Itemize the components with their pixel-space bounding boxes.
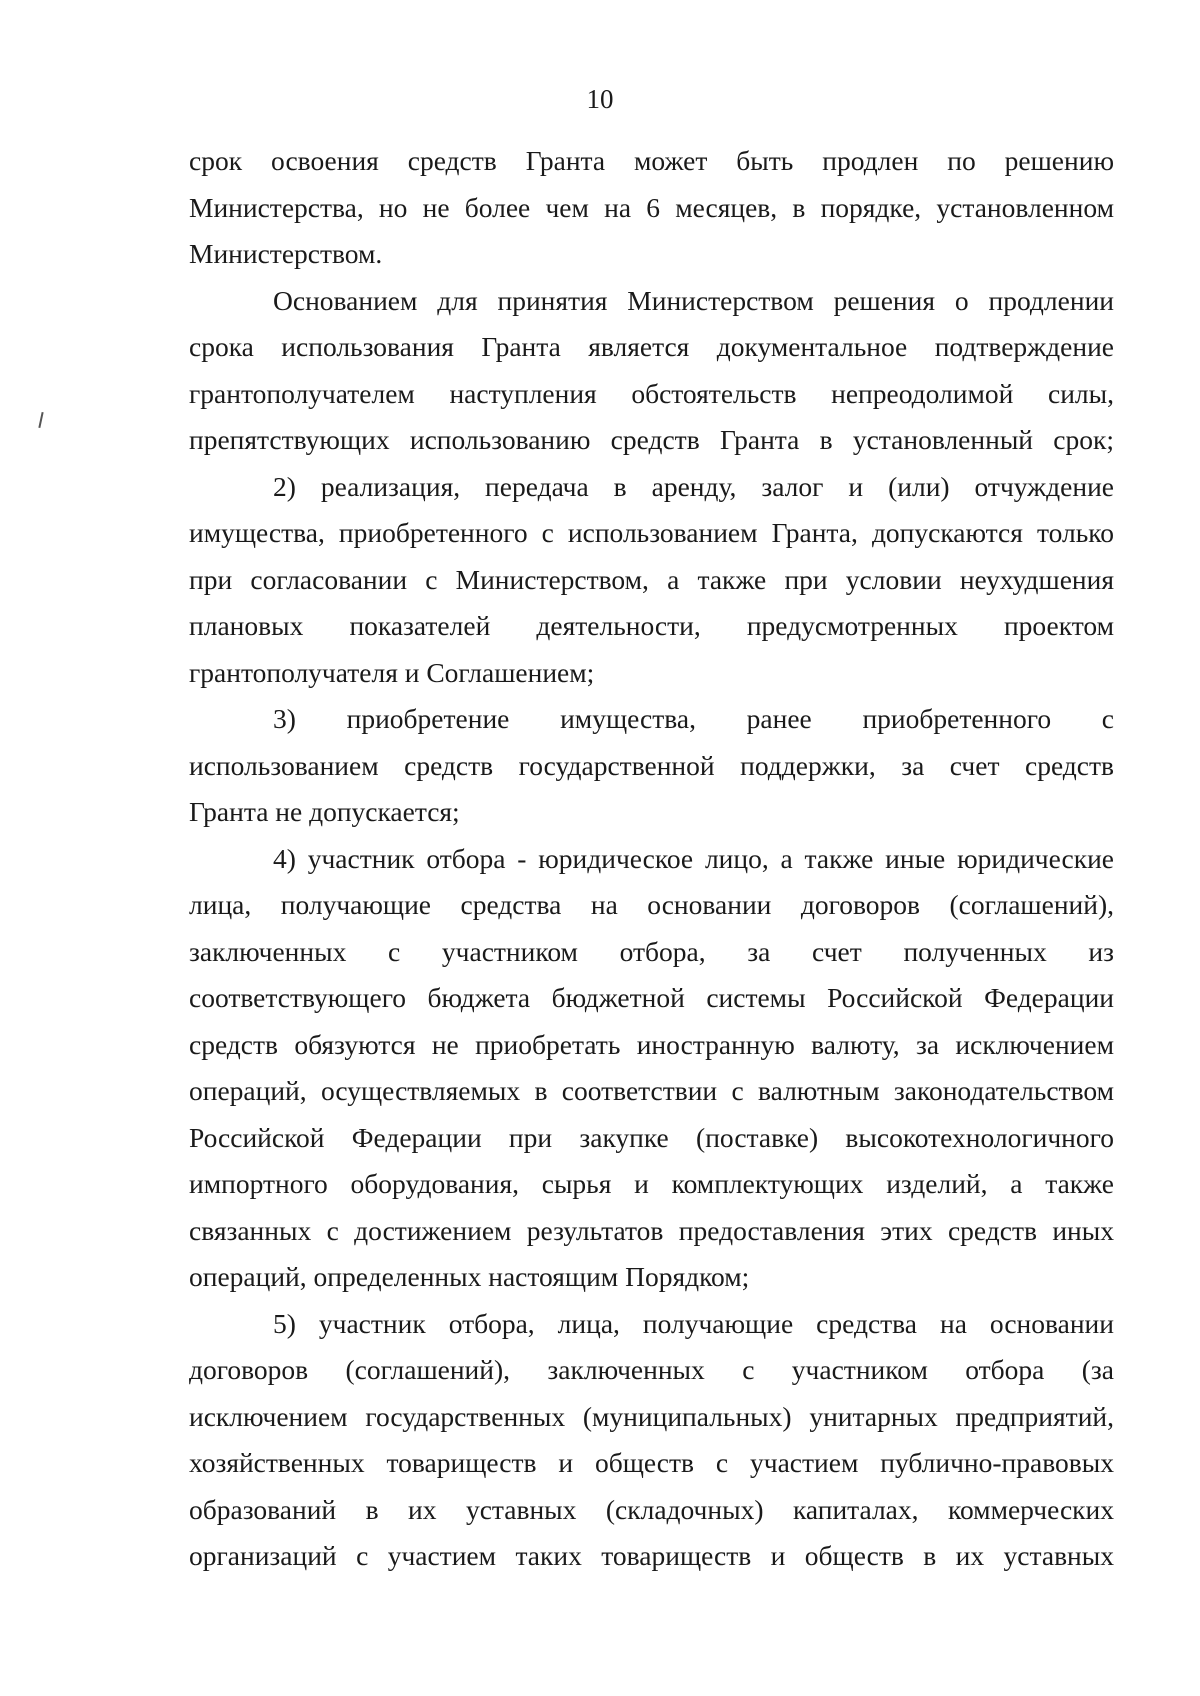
text-line: имущества, приобретенного с использованием Гранта, допускаются только bbox=[189, 517, 1114, 548]
text-line: 2) реализация, передача в аренду, залог и (или) отчуждение bbox=[273, 470, 1114, 502]
text-line: образований в их уставных (складочных) капиталах, коммерческих bbox=[189, 1493, 1114, 1525]
margin-mark bbox=[38, 412, 43, 428]
text-line: 5) участник отбора, лица, получающие средства на основании bbox=[273, 1307, 1114, 1339]
text-line: организаций с участием таких товариществ и обществ в их уставных bbox=[189, 1540, 1114, 1571]
text-line: грантополучателем наступления обстоятельств непреодолимой силы, bbox=[189, 377, 1114, 409]
text-line: операций, осуществляемых в соответствии с валютным законодательством bbox=[189, 1075, 1114, 1106]
page-number: 10 bbox=[586, 84, 614, 114]
text-line: 3) приобретение имущества, ранее приобретенного с bbox=[273, 703, 1114, 734]
text-line: Основанием для принятия Министерством решения о продлении bbox=[273, 284, 1114, 316]
text-line: Министерством. bbox=[189, 238, 383, 269]
text-line: импортного оборудования, сырья и комплектующих изделий, а также bbox=[189, 1168, 1114, 1199]
text-line: Гранта не допускается; bbox=[189, 796, 460, 827]
document-body bbox=[189, 138, 1114, 1580]
text-line: соответствующего бюджета бюджетной системы Российской Федерации bbox=[189, 982, 1114, 1013]
text-line: срок освоения средств Гранта может быть продлен по решению bbox=[189, 145, 1114, 176]
text-line: при согласовании с Министерством, а также при условии неухудшения bbox=[189, 563, 1114, 595]
text-line: заключенных с участником отбора, за счет полученных из bbox=[189, 935, 1114, 967]
text-line: плановых показателей деятельности, предусмотренных проектом bbox=[189, 610, 1114, 641]
text-line: исключением государственных (муниципальных) унитарных предприятий, bbox=[189, 1400, 1114, 1432]
text-line: срока использования Гранта является документальное подтверждение bbox=[189, 331, 1114, 362]
text-line: договоров (соглашений), заключенных с участником отбора (за bbox=[189, 1354, 1114, 1385]
text-line: средств обязуются не приобретать иностранную валюту, за исключением bbox=[189, 1028, 1114, 1060]
text-line: Министерства, но не более чем на 6 месяцев, в порядке, установленном bbox=[189, 191, 1114, 223]
text-line: 4) участник отбора - юридическое лицо, а также иные юридические bbox=[273, 842, 1114, 874]
text-line: использованием средств государственной поддержки, за счет средств bbox=[189, 749, 1114, 781]
text-line: хозяйственных товариществ и обществ с участием публично-правовых bbox=[189, 1447, 1114, 1478]
text-line: связанных с достижением результатов предоставления этих средств иных bbox=[189, 1214, 1114, 1246]
text-line: препятствующих использованию средств Гранта в установленный срок; bbox=[189, 424, 1114, 455]
text-line: операций, определенных настоящим Порядком; bbox=[189, 1261, 750, 1292]
text-line: лица, получающие средства на основании договоров (соглашений), bbox=[189, 889, 1114, 920]
text-line: грантополучателя и Соглашением; bbox=[189, 656, 595, 688]
text-line: Российской Федерации при закупке (поставке) высокотехнологичного bbox=[189, 1121, 1114, 1153]
